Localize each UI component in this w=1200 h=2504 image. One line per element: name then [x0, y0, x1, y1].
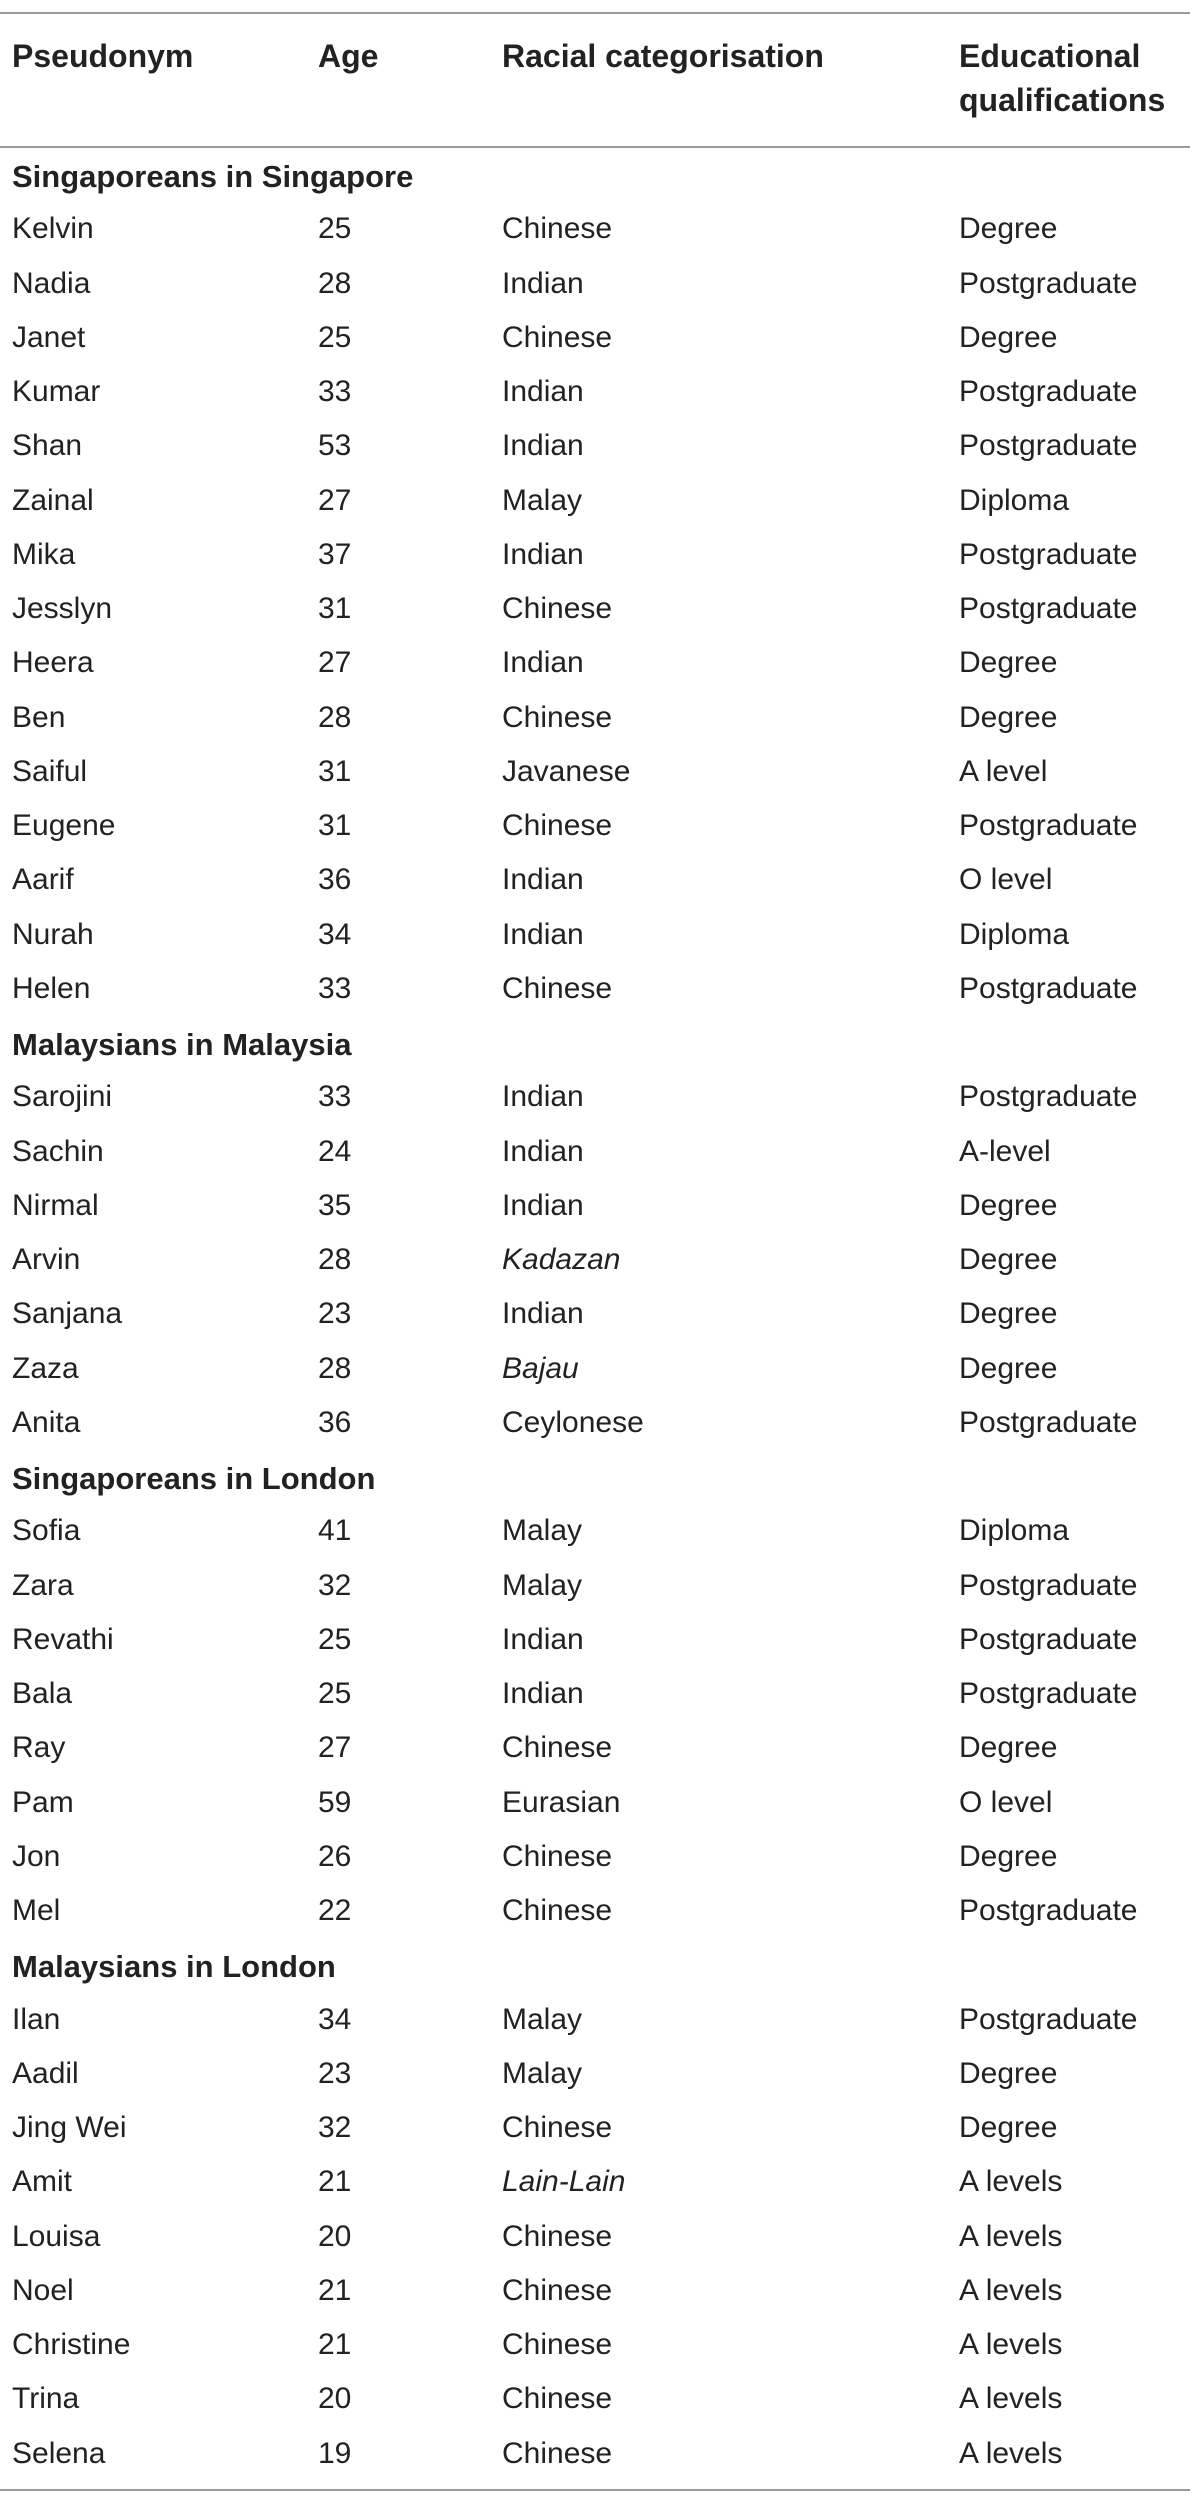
cell-educational-qualification: A levels: [959, 2273, 1063, 2307]
cell-age: 28: [318, 266, 352, 300]
cell-racial-categorisation: Chinese: [502, 2273, 613, 2307]
participants-table: [0, 12, 1190, 2491]
cell-age: 33: [318, 375, 352, 408]
cell-pseudonym: Zainal: [12, 483, 94, 517]
cell-pseudonym: Noel: [12, 2273, 74, 2307]
cell-educational-qualification: A levels: [959, 2219, 1063, 2253]
cell-pseudonym: Ray: [12, 1731, 66, 1765]
cell-pseudonym: Saiful: [12, 754, 88, 788]
cell-educational-qualification: Degree: [959, 1839, 1058, 1873]
cell-educational-qualification: Postgraduate: [959, 1405, 1138, 1439]
cell-age: 23: [318, 1297, 352, 1331]
cell-educational-qualification: Degree: [959, 1188, 1058, 1222]
cell-pseudonym: Anita: [12, 1405, 81, 1439]
table-row: [0, 908, 1190, 962]
group-heading: [0, 148, 1190, 202]
cell-age: 37: [318, 537, 352, 571]
cell-pseudonym: Nurah: [12, 917, 94, 951]
cell-educational-qualification: A levels: [959, 2436, 1063, 2470]
group-heading: [0, 1016, 1190, 1070]
cell-age: 36: [318, 863, 352, 897]
cell-racial-categorisation: Malay: [502, 2056, 583, 2090]
table-row: [0, 1396, 1190, 1450]
cell-pseudonym: Revathi: [12, 1622, 114, 1656]
cell-racial-categorisation: Chinese: [502, 809, 613, 842]
table-row: [0, 257, 1190, 311]
cell-educational-qualification: A levels: [959, 2165, 1063, 2199]
cell-educational-qualification: Postgraduate: [959, 1568, 1138, 1602]
table-row: [0, 1993, 1190, 2047]
cell-educational-qualification: Degree: [959, 700, 1058, 734]
cell-age: 34: [318, 2002, 352, 2036]
cell-pseudonym: Zaza: [12, 1351, 79, 1385]
group-heading: [0, 1938, 1190, 1992]
cell-pseudonym: Kumar: [12, 375, 101, 408]
cell-age: 32: [318, 1568, 352, 1602]
cell-pseudonym: Aadil: [12, 2056, 79, 2090]
cell-racial-categorisation: Chinese: [502, 592, 613, 625]
cell-pseudonym: Eugene: [12, 809, 116, 842]
cell-age: 28: [318, 1351, 352, 1385]
cell-pseudonym: Selena: [12, 2436, 106, 2470]
cell-educational-qualification: Postgraduate: [959, 971, 1138, 1005]
cell-racial-categorisation: Chinese: [502, 212, 613, 246]
cell-age: 26: [318, 1839, 352, 1873]
cell-pseudonym: Nadia: [12, 266, 91, 300]
cell-educational-qualification: Postgraduate: [959, 2002, 1138, 2036]
cell-educational-qualification: Postgraduate: [959, 266, 1138, 300]
cell-pseudonym: Janet: [12, 320, 86, 354]
table-row: [0, 1559, 1190, 1613]
header-racial-categorisation: Racial categorisation: [502, 38, 824, 74]
cell-racial-categorisation: Indian: [502, 266, 584, 300]
table-header: [0, 14, 1190, 146]
cell-pseudonym: Sarojini: [12, 1080, 113, 1114]
cell-pseudonym: Ilan: [12, 2002, 61, 2036]
table-row: [0, 1179, 1190, 1233]
group-heading: [0, 1450, 1190, 1504]
cell-racial-categorisation: Lain-Lain: [502, 2165, 626, 2199]
cell-age: 21: [318, 2328, 352, 2361]
cell-age: 25: [318, 1677, 352, 1710]
cell-pseudonym: Jon: [12, 1839, 61, 1873]
table-row: [0, 1070, 1190, 1124]
cell-racial-categorisation: Indian: [502, 375, 584, 408]
table-row: [0, 2318, 1190, 2372]
cell-educational-qualification: A level: [959, 754, 1048, 788]
cell-pseudonym: Aarif: [12, 863, 74, 897]
cell-age: 28: [318, 1243, 352, 1276]
cell-racial-categorisation: Chinese: [502, 320, 613, 354]
cell-educational-qualification: Diploma: [959, 917, 1070, 951]
cell-pseudonym: Trina: [12, 2382, 80, 2416]
cell-age: 21: [318, 2273, 352, 2307]
cell-racial-categorisation: Indian: [502, 1297, 584, 1331]
table-row: [0, 1342, 1190, 1396]
table-row: [0, 474, 1190, 528]
cell-racial-categorisation: Kadazan: [502, 1243, 621, 1276]
cell-educational-qualification: Degree: [959, 2111, 1058, 2144]
table-row: [0, 2372, 1190, 2426]
cell-pseudonym: Amit: [12, 2165, 72, 2199]
table-row: [0, 2264, 1190, 2318]
table-row: [0, 419, 1190, 473]
cell-pseudonym: Pam: [12, 1785, 74, 1819]
cell-pseudonym: Mika: [12, 537, 76, 571]
cell-pseudonym: Zara: [12, 1568, 74, 1602]
cell-pseudonym: Helen: [12, 971, 91, 1005]
cell-racial-categorisation: Chinese: [502, 2436, 613, 2470]
cell-educational-qualification: Diploma: [959, 1514, 1070, 1548]
cell-racial-categorisation: Indian: [502, 1188, 584, 1222]
header-edu-line2: qualifications: [959, 82, 1166, 118]
cell-educational-qualification: Degree: [959, 1243, 1058, 1276]
cell-educational-qualification: O level: [959, 863, 1053, 897]
table-row: [0, 1667, 1190, 1721]
table-row: [0, 636, 1190, 690]
cell-educational-qualification: Degree: [959, 2056, 1058, 2090]
cell-age: 36: [318, 1405, 352, 1439]
cell-educational-qualification: Degree: [959, 1731, 1058, 1765]
cell-pseudonym: Jesslyn: [12, 592, 113, 625]
cell-racial-categorisation: Chinese: [502, 1839, 613, 1873]
table-row: [0, 1884, 1190, 1938]
cell-pseudonym: Sachin: [12, 1134, 104, 1168]
table-row: [0, 2155, 1190, 2209]
cell-pseudonym: Heera: [12, 646, 94, 680]
cell-age: 27: [318, 483, 352, 517]
cell-age: 20: [318, 2382, 352, 2416]
cell-racial-categorisation: Ceylonese: [502, 1405, 644, 1439]
cell-educational-qualification: Degree: [959, 646, 1058, 680]
cell-educational-qualification: Postgraduate: [959, 537, 1138, 571]
header-pseudonym: Pseudonym: [12, 38, 194, 74]
table-row: [0, 1830, 1190, 1884]
cell-age: 24: [318, 1134, 352, 1168]
table-row: [0, 799, 1190, 853]
cell-age: 31: [318, 809, 352, 842]
cell-educational-qualification: Degree: [959, 320, 1058, 354]
cell-educational-qualification: O level: [959, 1785, 1053, 1819]
cell-age: 33: [318, 1080, 352, 1114]
cell-age: 34: [318, 917, 352, 951]
cell-educational-qualification: Postgraduate: [959, 1894, 1138, 1927]
table-row: [0, 1233, 1190, 1287]
table-row: [0, 528, 1190, 582]
cell-age: 59: [318, 1785, 352, 1819]
cell-educational-qualification: Postgraduate: [959, 809, 1138, 842]
table-row: [0, 311, 1190, 365]
cell-age: 27: [318, 646, 352, 680]
cell-racial-categorisation: Chinese: [502, 2382, 613, 2416]
table-row: [0, 853, 1190, 907]
cell-pseudonym: Bala: [12, 1677, 73, 1710]
cell-age: 35: [318, 1188, 352, 1222]
group-title: Malaysians in London: [12, 1949, 336, 1985]
cell-pseudonym: Arvin: [12, 1243, 81, 1276]
cell-pseudonym: Mel: [12, 1894, 61, 1927]
cell-educational-qualification: Postgraduate: [959, 429, 1138, 463]
cell-pseudonym: Kelvin: [12, 212, 94, 246]
cell-pseudonym: Christine: [12, 2328, 131, 2361]
cell-pseudonym: Shan: [12, 429, 83, 463]
cell-age: 23: [318, 2056, 352, 2090]
table-row: [0, 1125, 1190, 1179]
table-row: [0, 962, 1190, 1016]
cell-educational-qualification: Postgraduate: [959, 1622, 1138, 1656]
bottom-rule: [0, 2489, 1190, 2491]
cell-age: 25: [318, 1622, 352, 1656]
cell-age: 33: [318, 971, 352, 1005]
cell-age: 53: [318, 429, 352, 463]
table-body: [0, 148, 1190, 2481]
table-row: [0, 2047, 1190, 2101]
cell-racial-categorisation: Indian: [502, 1080, 584, 1114]
cell-age: 22: [318, 1894, 352, 1927]
cell-educational-qualification: A-level: [959, 1134, 1051, 1168]
table-row: [0, 2210, 1190, 2264]
cell-educational-qualification: Postgraduate: [959, 592, 1138, 625]
group-title: Malaysians in Malaysia: [12, 1027, 352, 1062]
cell-pseudonym: Jing Wei: [12, 2111, 127, 2144]
cell-racial-categorisation: Indian: [502, 917, 584, 951]
cell-educational-qualification: A levels: [959, 2382, 1063, 2416]
header-edu-line1: Educational: [959, 38, 1141, 74]
table-row: [0, 1721, 1190, 1775]
table-row: [0, 745, 1190, 799]
cell-racial-categorisation: Indian: [502, 1622, 584, 1656]
cell-racial-categorisation: Chinese: [502, 971, 613, 1005]
cell-pseudonym: Sofia: [12, 1514, 81, 1548]
cell-racial-categorisation: Indian: [502, 429, 584, 463]
table-row: [0, 2101, 1190, 2155]
cell-racial-categorisation: Chinese: [502, 2111, 613, 2144]
cell-pseudonym: Sanjana: [12, 1297, 123, 1331]
table-row: [0, 1504, 1190, 1558]
cell-racial-categorisation: Malay: [502, 2002, 583, 2036]
table-row: [0, 202, 1190, 256]
cell-racial-categorisation: Chinese: [502, 1894, 613, 1927]
cell-racial-categorisation: Chinese: [502, 1731, 613, 1765]
cell-educational-qualification: Degree: [959, 1351, 1058, 1385]
cell-racial-categorisation: Indian: [502, 1677, 584, 1710]
cell-pseudonym: Louisa: [12, 2219, 101, 2253]
group-title: Singaporeans in Singapore: [12, 159, 414, 194]
cell-pseudonym: Nirmal: [12, 1188, 99, 1222]
cell-educational-qualification: Diploma: [959, 483, 1070, 517]
cell-racial-categorisation: Bajau: [502, 1351, 579, 1385]
cell-age: 28: [318, 700, 352, 734]
table-row: [0, 365, 1190, 419]
cell-racial-categorisation: Indian: [502, 863, 584, 897]
cell-racial-categorisation: Malay: [502, 483, 583, 517]
cell-racial-categorisation: Malay: [502, 1568, 583, 1602]
cell-age: 21: [318, 2165, 352, 2199]
cell-racial-categorisation: Malay: [502, 1514, 583, 1548]
cell-age: 27: [318, 1731, 352, 1765]
cell-age: 25: [318, 320, 352, 354]
cell-racial-categorisation: Javanese: [502, 754, 631, 788]
header-educational-qualifications: [959, 34, 1165, 122]
table-row: [0, 1776, 1190, 1830]
cell-pseudonym: Ben: [12, 700, 66, 734]
table-row: [0, 1613, 1190, 1667]
cell-racial-categorisation: Eurasian: [502, 1785, 621, 1819]
cell-racial-categorisation: Indian: [502, 1134, 584, 1168]
header-age: Age: [318, 38, 379, 74]
cell-age: 19: [318, 2436, 352, 2470]
cell-age: 25: [318, 212, 352, 246]
cell-age: 20: [318, 2219, 352, 2253]
table-row: [0, 582, 1190, 636]
cell-age: 41: [318, 1514, 352, 1548]
cell-educational-qualification: Postgraduate: [959, 1677, 1138, 1710]
cell-age: 31: [318, 592, 352, 625]
cell-racial-categorisation: Indian: [502, 646, 584, 680]
cell-educational-qualification: A levels: [959, 2328, 1063, 2361]
table-row: [0, 691, 1190, 745]
cell-racial-categorisation: Chinese: [502, 2219, 613, 2253]
cell-racial-categorisation: Chinese: [502, 700, 613, 734]
cell-racial-categorisation: Chinese: [502, 2328, 613, 2361]
cell-age: 31: [318, 754, 352, 788]
cell-educational-qualification: Degree: [959, 1297, 1058, 1331]
table-row: [0, 1287, 1190, 1341]
cell-racial-categorisation: Indian: [502, 537, 584, 571]
table-row: [0, 2427, 1190, 2481]
cell-age: 32: [318, 2111, 352, 2144]
group-title: Singaporeans in London: [12, 1461, 376, 1496]
cell-educational-qualification: Postgraduate: [959, 1080, 1138, 1114]
cell-educational-qualification: Degree: [959, 212, 1058, 246]
cell-educational-qualification: Postgraduate: [959, 375, 1138, 408]
